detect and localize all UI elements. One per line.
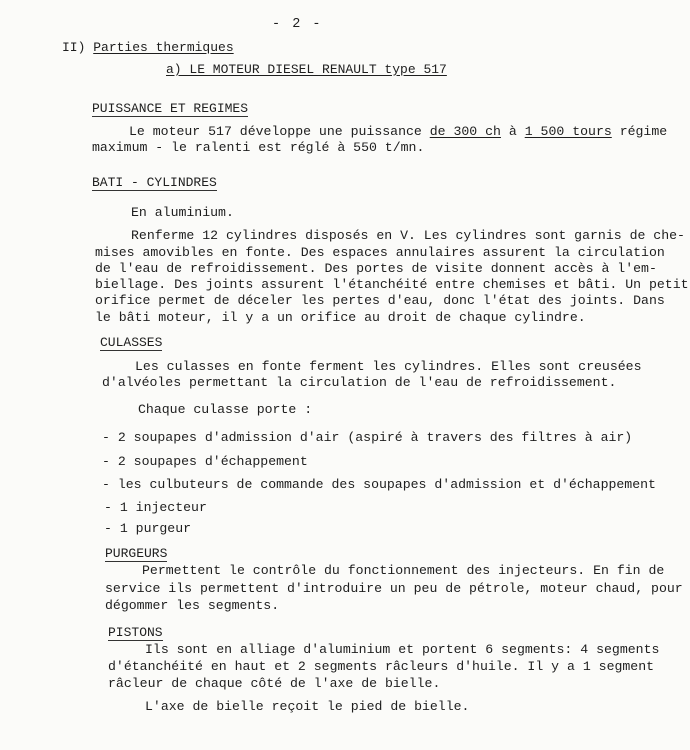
pistons-line: râcleur de chaque côté de l'axe de bielle.	[108, 676, 441, 691]
bati-line: biellage. Des joints assurent l'étanchéité entre chemises et bâti. Un petit	[95, 277, 689, 292]
purgeurs-line: service ils permettent d'introduire un peu de pétrole, moteur chaud, pour	[105, 581, 683, 596]
bati-line: orifice permet de déceler les pertes d'eau, donc l'état des joints. Dans	[95, 293, 665, 308]
culasses-item: - les culbuteurs de commande des soupapes d'admission et d'échappement	[102, 477, 656, 492]
culasses-item: - 2 soupapes d'admission d'air (aspiré à travers des filtres à air)	[102, 430, 633, 445]
culasses-line: d'alvéoles permettant la circulation de l'eau de refroidissement.	[102, 375, 617, 390]
culasses-item: - 1 injecteur	[104, 500, 207, 515]
bati-heading: BATI - CYLINDRES	[92, 175, 217, 190]
culasses-porte: Chaque culasse porte :	[138, 402, 313, 417]
culasses-heading: CULASSES	[100, 335, 163, 350]
puissance-line-2: maximum - le ralenti est réglé à 550 t/mn.	[92, 140, 425, 155]
section-title: Parties thermiques	[93, 40, 234, 55]
bati-line: de l'eau de refroidissement. Des portes de visite donnent accès à l'em-	[95, 261, 657, 276]
pistons-axe: L'axe de bielle reçoit le pied de bielle.	[145, 699, 470, 714]
bati-material: En aluminium.	[131, 205, 234, 220]
culasses-line: Les culasses en fonte ferment les cylindres. Elles sont creusées	[135, 359, 642, 374]
culasses-item: - 2 soupapes d'échappement	[102, 454, 308, 469]
purgeurs-line: dégommer les segments.	[105, 598, 280, 613]
culasses-item: - 1 purgeur	[104, 521, 192, 536]
section-heading	[62, 40, 234, 56]
page-number: - 2 -	[272, 17, 323, 32]
section-number: II)	[62, 40, 86, 55]
puissance-heading: PUISSANCE ET REGIMES	[92, 101, 249, 116]
puissance-line-1: Le moteur 517 développe une puissance de 300 ch à 1 500 tours régime	[129, 124, 668, 139]
bati-line: le bâti moteur, il y a un orifice au droit de chaque cylindre.	[95, 310, 586, 325]
purgeurs-line: Permettent le contrôle du fonctionnement des injecteurs. En fin de	[142, 563, 665, 578]
subsection-title: a) LE MOTEUR DIESEL RENAULT type 517	[166, 62, 447, 77]
bati-line: mises amovibles en fonte. Des espaces annulaires assurent la circulation	[95, 245, 665, 260]
pistons-heading: PISTONS	[108, 625, 163, 640]
purgeurs-heading: PURGEURS	[105, 546, 168, 561]
bati-line: Renferme 12 cylindres disposés en V. Les cylindres sont garnis de che-	[131, 228, 685, 243]
pistons-line: d'étanchéité en haut et 2 segments râcleurs d'huile. Il y a 1 segment	[108, 659, 655, 674]
pistons-line: Ils sont en alliage d'aluminium et portent 6 segments: 4 segments	[145, 642, 660, 657]
